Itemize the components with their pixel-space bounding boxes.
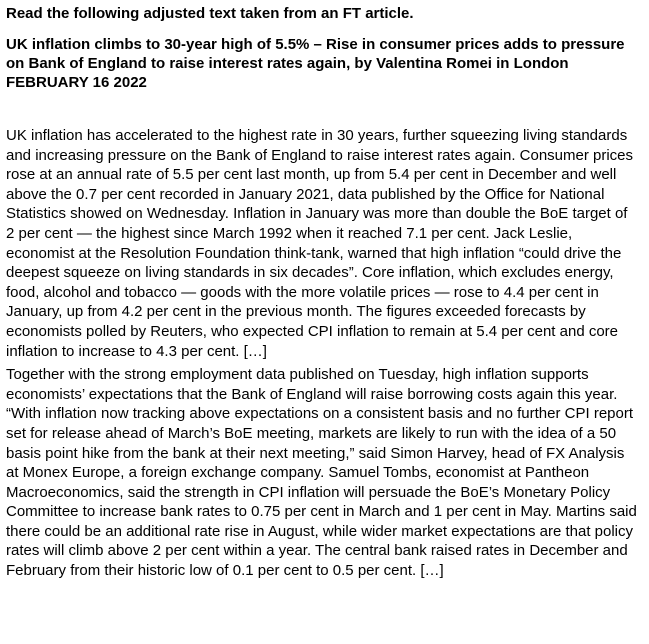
article-paragraph-2: Together with the strong employment data published on Tuesday, high inflation supports economists’ expectations that the Bank of England will raise borrowing costs again this year. “With inflation now tracking above expectations on a consistent basis and no further CPI report set for release ahead of March’s BoE meeting, markets are likely to run with the idea of a 50 basis point hike from the bank at their next meeting,” said Simon Harvey, head of FX Analysis at Monex Europe, a foreign exchange company. Samuel Tombs, economist at Pantheon Macroeconomics, said the strength in CPI inflation will persuade the BoE’s Monetary Policy Committee to increase bank rates to 0.75 per cent in March and 1 per cent in May. Martins said there could be an additional rate rise in August, while wider market expectations are that policy rates will climb above 2 per cent within a year. The central bank raised rates in December and February from their historic low of 0.1 per cent to 0.5 per cent. […] (6, 366, 637, 580)
article-paragraph-1: UK inflation has accelerated to the highest rate in 30 years, further squeezing living standards and increasing pressure on the Bank of England to raise interest rates again. Consumer prices rose at an annual rate of 5.5 per cent last month, up from 5.4 per cent in December and well above the 0.7 per cent recorded in January 2021, data published by the Office for National Statistics showed on Wednesday. Inflation in January was more than double the BoE target of 2 per cent — the highest since March 1992 when it reached 7.1 per cent. Jack Leslie, economist at the Resolution Foundation think-tank, warned that high inflation “could drive the deepest squeeze on living standards in six decades”. Core inflation, which excludes energy, food, alcohol and tobacco — goods with the more volatile prices — rose to 4.4 per cent in January, up from 4.2 per cent in the previous month. The figures exceeded forecasts by economists polled by Reuters, who expected CPI inflation to remain at 5.4 per cent and core inflation to increase to 4.3 per cent. […] (6, 127, 634, 360)
article-headline: UK inflation climbs to 30-year high of 5.5% – Rise in consumer prices adds to pressure on Bank of England to raise interest rates again, by Valentina Romei in London FEBRUARY 16 2022 (6, 36, 625, 91)
instruction-text: Read the following adjusted text taken from an FT article. (6, 5, 414, 22)
document-page (6, 4, 638, 585)
